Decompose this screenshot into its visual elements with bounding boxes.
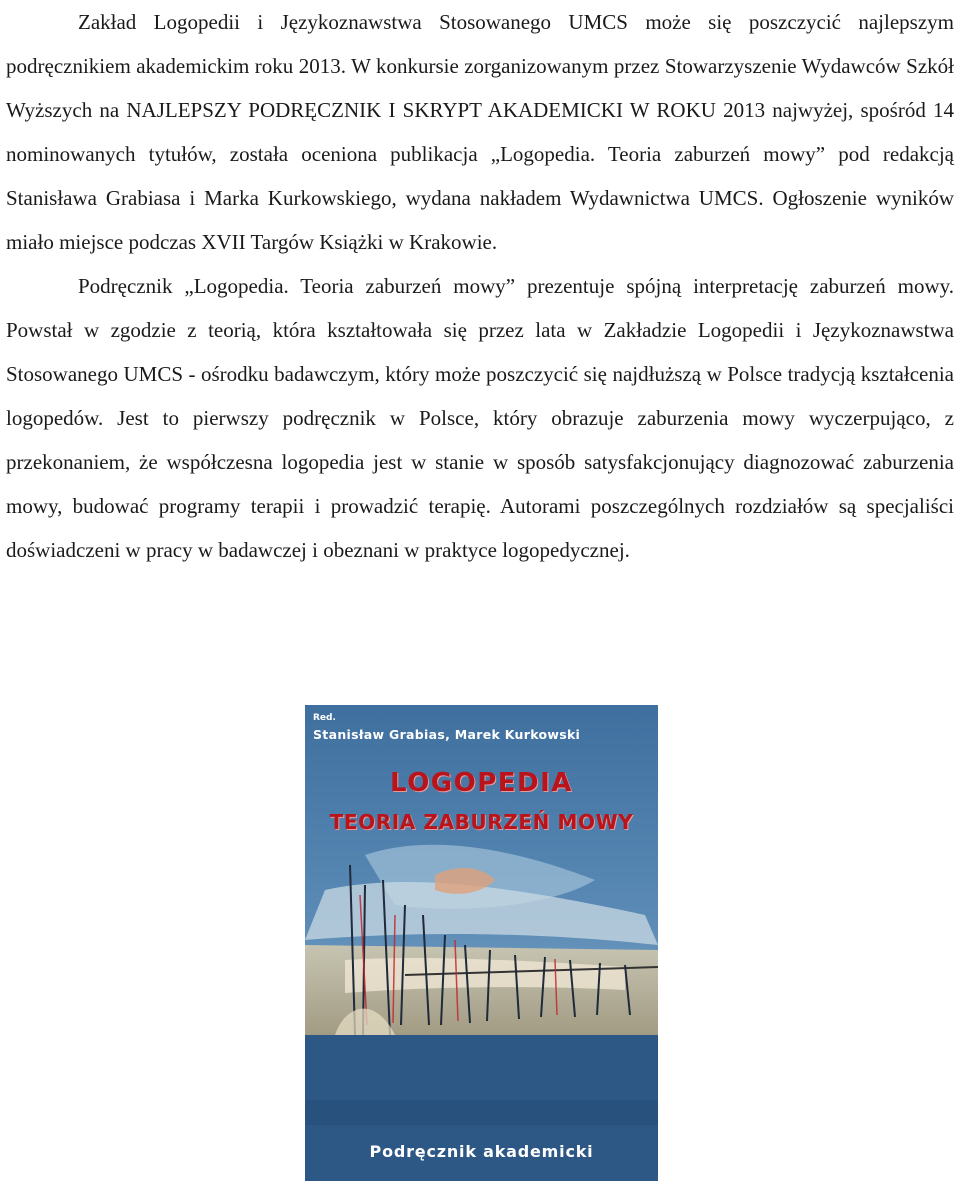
cover-subtitle: TEORIA ZABURZEŃ MOWY [329,810,634,834]
book-cover [305,705,658,1181]
cover-title: LOGOPEDIA [390,768,573,798]
cover-authors: Stanisław Grabias, Marek Kurkowski [313,727,581,742]
paragraph-intro: Zakład Logopedii i Językoznawstwa Stosowanego UMCS może się poszczycić najlepszym podręcznikiem akademickim roku 2013. W konkursie zorganizowanym przez Stowarzyszenie Wydawców Szkół Wyższych na NAJLEPSZY PODRĘCZNIK I SKRYPT AKADEMICKI W ROKU 2013 najwyżej, spośród 14 nominowanych tytułów, została oceniona publikacja „Logopedia. Teoria zaburzeń mowy” pod redakcją Stanisława Grabiasa i Marka Kurkowskiego, wydana nakładem Wydawnictwa UMCS. Ogłoszenie wyników miało miejsce podczas XVII Targów Książki w Krakowie. [6,10,954,254]
cover-editor-label: Red. [313,713,336,723]
cover-footer: Podręcznik akademicki [369,1142,594,1161]
paragraph-description: Podręcznik „Logopedia. Teoria zaburzeń mowy” prezentuje spójną interpretację zaburzeń mowy. Powstał w zgodzie z teorią, która kształtowała się przez lata w Zakładzie Logopedii i Językoznawstwa Stosowanego UMCS - ośrodku badawczym, który może poszczycić się najdłuższą w Polsce tradycją kształcenia logopedów. Jest to pierwszy podręcznik w Polsce, który obrazuje zaburzenia mowy wyczerpująco, z przekonaniem, że współczesna logopedia jest w stanie w sposób satysfakcjonujący diagnozować zaburzenia mowy, budować programy terapii i prowadzić terapię. Autorami poszczególnych rozdziałów są specjaliści doświadczeni w pracy w badawczej i obeznani w praktyce logopedycznej. [6,274,954,562]
article-text [6,0,954,572]
